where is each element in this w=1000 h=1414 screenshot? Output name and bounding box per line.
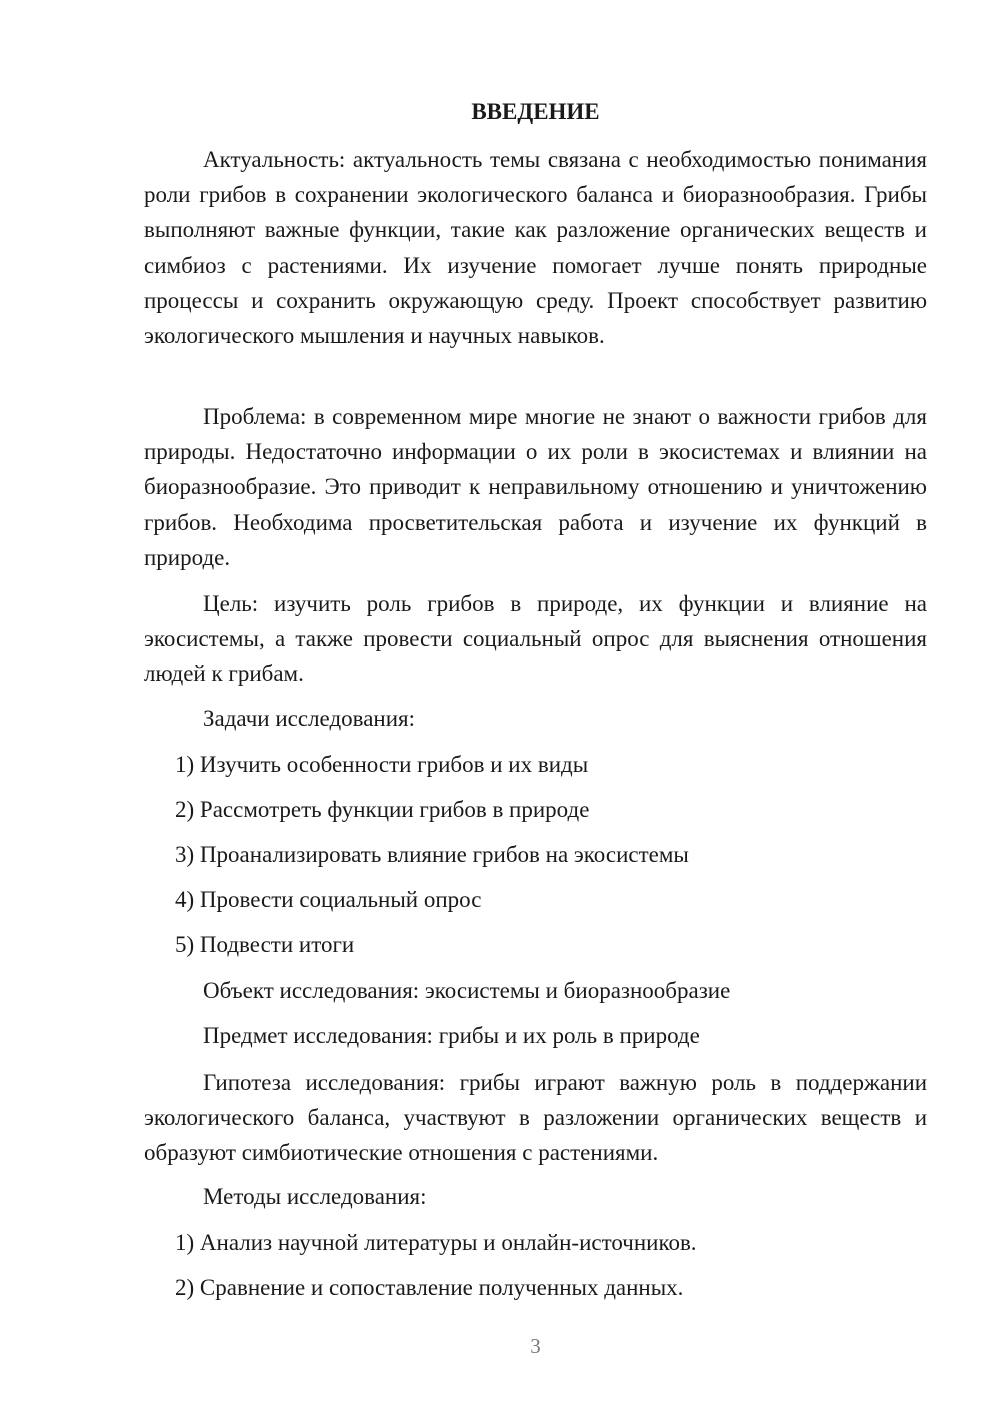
goal-paragraph: Цель: изучить роль грибов в природе, их функции и влияние на экосистемы, а также провести социальный опрос для выяснения отношения людей к грибам. (144, 591, 927, 687)
section-title: ВВЕДЕНИЕ (471, 99, 600, 124)
document-page (144, 0, 927, 1414)
task-item: 3) Проанализировать влияние грибов на экосистемы (175, 842, 689, 867)
problem-paragraph: Проблема: в современном мире многие не знают о важности грибов для природы. Недостаточно информации о их роли в экосистемах и влиянии на биоразнообразие. Это приводит к неправильному отношению и уничтожению грибов. Необходима просветительская работа и изучение их функций в природе. (144, 404, 927, 570)
task-item: 4) Провести социальный опрос (175, 887, 482, 912)
task-item: 1) Изучить особенности грибов и их виды (175, 752, 589, 777)
research-subject: Предмет исследования: грибы и их роль в природе (203, 1023, 700, 1048)
relevance-paragraph: Актуальность: актуальность темы связана с необходимостью понимания роли грибов в сохранении экологического баланса и биоразнообразия. Грибы выполняют важные функции, такие как разложение органических веществ и симбиоз с растениями. Их изучение помогает лучше понять природные процессы и сохранить окружающую среду. Проект способствует развитию экологического мышления и научных навыков. (144, 147, 927, 349)
method-item: 2) Сравнение и сопоставление полученных данных. (175, 1275, 684, 1300)
page-number: 3 (530, 1334, 541, 1358)
task-item: 5) Подвести итоги (175, 932, 355, 957)
research-object: Объект исследования: экосистемы и биоразнообразие (203, 978, 731, 1003)
methods-heading: Методы исследования: (203, 1184, 427, 1209)
hypothesis-paragraph: Гипотеза исследования: грибы играют важную роль в поддержании экологического баланса, участвуют в разложении органических веществ и образуют симбиотические отношения с растениями. (144, 1070, 927, 1166)
tasks-heading: Задачи исследования: (203, 706, 416, 731)
method-item: 1) Анализ научной литературы и онлайн-источников. (175, 1230, 697, 1255)
task-item: 2) Рассмотреть функции грибов в природе (175, 797, 590, 822)
